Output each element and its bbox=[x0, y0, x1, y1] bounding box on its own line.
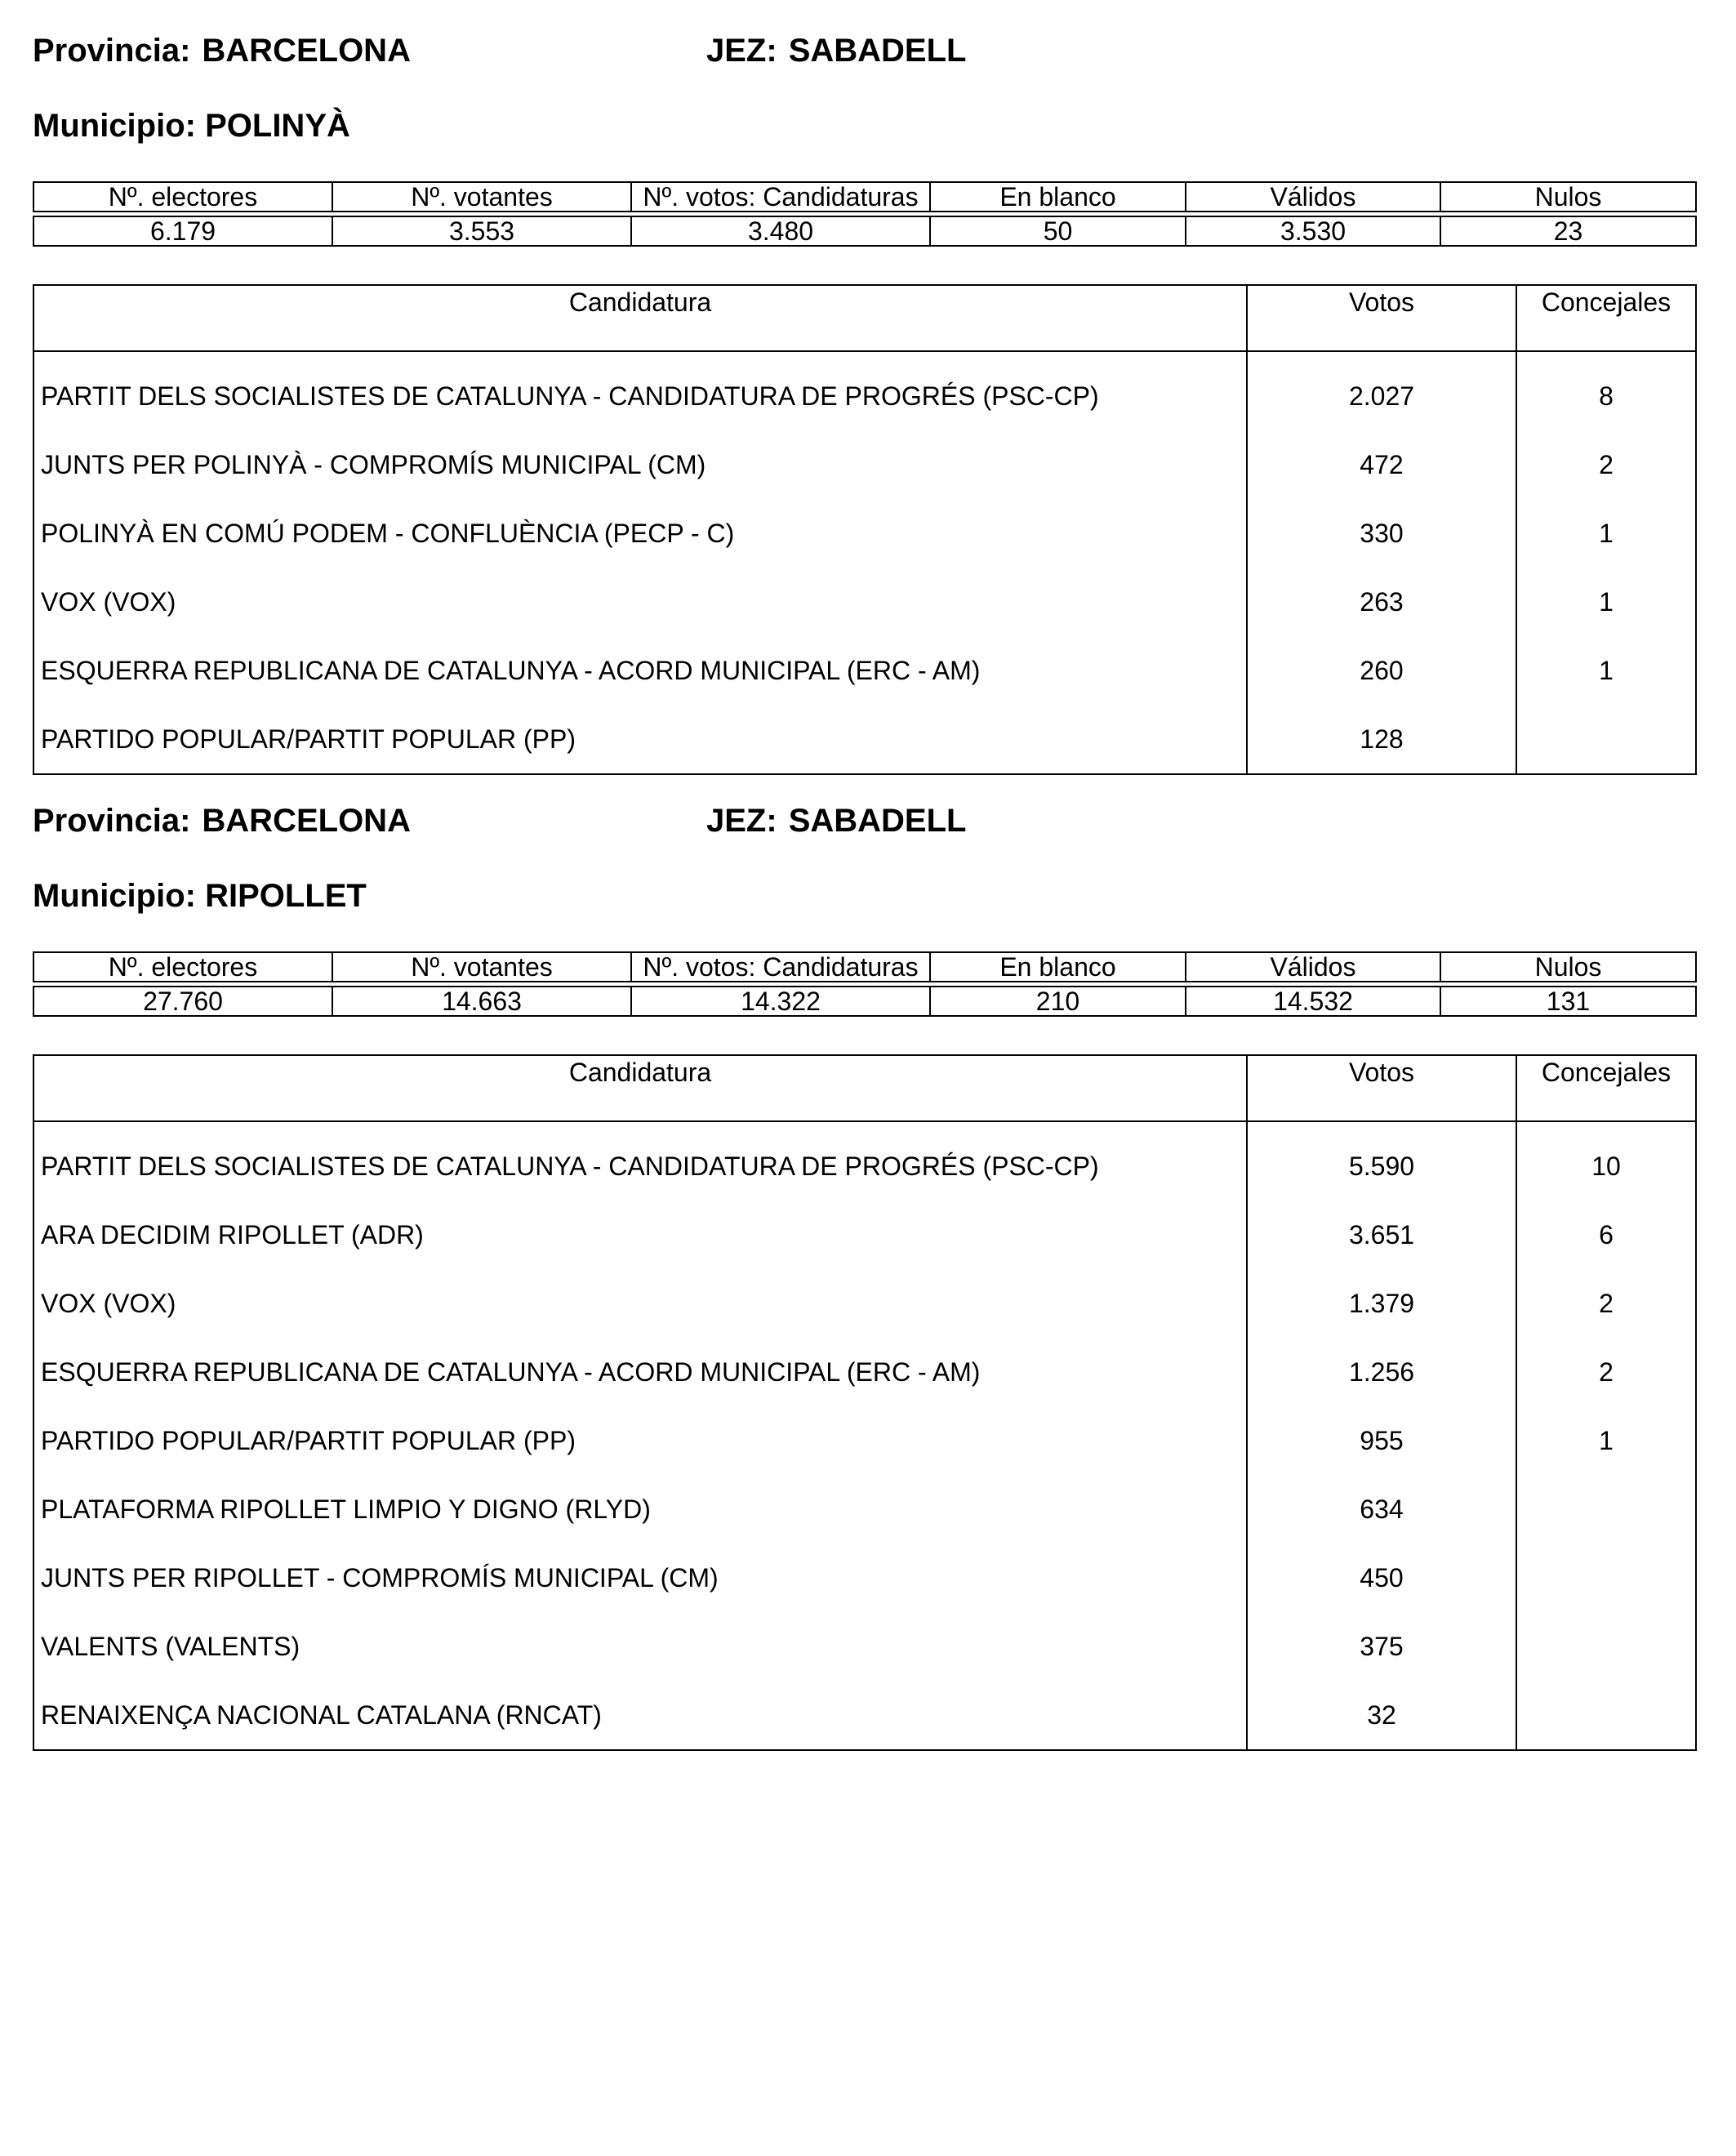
jez-label: JEZ: bbox=[706, 803, 777, 839]
stats-value-cell: 131 bbox=[1440, 987, 1696, 1016]
stats-table bbox=[33, 181, 1697, 247]
table-row bbox=[33, 1338, 1696, 1406]
candidatura-name: ARA DECIDIM RIPOLLET (ADR) bbox=[33, 1200, 1247, 1269]
concejales-value: 1 bbox=[1516, 636, 1696, 705]
stats-value-row bbox=[33, 987, 1696, 1016]
candidates-header-cell: Candidatura bbox=[33, 1055, 1247, 1121]
stats-header-cell: Nº. votantes bbox=[332, 182, 631, 212]
candidatura-name: PLATAFORMA RIPOLLET LIMPIO Y DIGNO (RLYD) bbox=[33, 1475, 1247, 1544]
provincia-value: BARCELONA bbox=[202, 33, 411, 69]
votos-value: 634 bbox=[1247, 1475, 1516, 1544]
candidates-header-cell: Concejales bbox=[1516, 1055, 1696, 1121]
municipality-section bbox=[33, 33, 1695, 775]
stats-header-cell: Válidos bbox=[1186, 182, 1440, 212]
concejales-value bbox=[1516, 1544, 1696, 1612]
stats-header-cell: Nº. electores bbox=[33, 952, 332, 982]
votos-value: 260 bbox=[1247, 636, 1516, 705]
candidatura-name: POLINYÀ EN COMÚ PODEM - CONFLUÈNCIA (PECP - C) bbox=[33, 499, 1247, 568]
votos-value: 472 bbox=[1247, 430, 1516, 499]
votos-value: 375 bbox=[1247, 1612, 1516, 1681]
concejales-value bbox=[1516, 1475, 1696, 1544]
jez bbox=[706, 33, 966, 69]
votos-value: 330 bbox=[1247, 499, 1516, 568]
concejales-value: 10 bbox=[1516, 1121, 1696, 1200]
candidatura-name: VOX (VOX) bbox=[33, 568, 1247, 636]
table-row bbox=[33, 1544, 1696, 1612]
concejales-value: 2 bbox=[1516, 1269, 1696, 1338]
stats-value-cell: 23 bbox=[1440, 216, 1696, 246]
candidatura-name: PARTIDO POPULAR/PARTIT POPULAR (PP) bbox=[33, 705, 1247, 774]
stats-header-cell: Nº. votos: Candidaturas bbox=[631, 952, 930, 982]
table-row bbox=[33, 1475, 1696, 1544]
table-row bbox=[33, 1612, 1696, 1681]
municipio-label: Municipio: bbox=[33, 108, 196, 144]
table-row bbox=[33, 499, 1696, 568]
candidates-header-cell: Votos bbox=[1247, 1055, 1516, 1121]
stats-value-cell: 50 bbox=[930, 216, 1186, 246]
concejales-value: 1 bbox=[1516, 1406, 1696, 1475]
jez bbox=[706, 803, 966, 840]
stats-header-row bbox=[33, 182, 1696, 212]
candidatura-name: JUNTS PER POLINYÀ - COMPROMÍS MUNICIPAL (CM) bbox=[33, 430, 1247, 499]
concejales-value bbox=[1516, 705, 1696, 774]
table-row bbox=[33, 1681, 1696, 1750]
municipio bbox=[33, 878, 1695, 927]
stats-header-cell: En blanco bbox=[930, 182, 1186, 212]
table-row bbox=[33, 351, 1696, 430]
candidatura-name: VALENTS (VALENTS) bbox=[33, 1612, 1247, 1681]
votos-value: 450 bbox=[1247, 1544, 1516, 1612]
votos-value: 3.651 bbox=[1247, 1200, 1516, 1269]
stats-header-cell: Nulos bbox=[1440, 952, 1696, 982]
concejales-value bbox=[1516, 1612, 1696, 1681]
table-row bbox=[33, 430, 1696, 499]
votos-value: 263 bbox=[1247, 568, 1516, 636]
table-row bbox=[33, 705, 1696, 774]
candidates-header-row bbox=[33, 1055, 1696, 1121]
jez-value: SABADELL bbox=[788, 33, 967, 69]
candidatura-name: VOX (VOX) bbox=[33, 1269, 1247, 1338]
candidates-table bbox=[33, 1054, 1697, 1751]
stats-header-cell: Nº. electores bbox=[33, 182, 332, 212]
jez-value: SABADELL bbox=[788, 803, 967, 839]
stats-header-row bbox=[33, 952, 1696, 982]
stats-value-cell: 14.322 bbox=[631, 987, 930, 1016]
stats-header-cell: Nº. votos: Candidaturas bbox=[631, 182, 930, 212]
candidatura-name: PARTIDO POPULAR/PARTIT POPULAR (PP) bbox=[33, 1406, 1247, 1475]
votos-value: 1.379 bbox=[1247, 1269, 1516, 1338]
candidatura-name: ESQUERRA REPUBLICANA DE CATALUNYA - ACORD MUNICIPAL (ERC - AM) bbox=[33, 636, 1247, 705]
stats-table bbox=[33, 951, 1697, 1017]
municipality-section bbox=[33, 803, 1695, 1751]
votos-value: 955 bbox=[1247, 1406, 1516, 1475]
stats-value-row bbox=[33, 216, 1696, 246]
header-line bbox=[33, 803, 1695, 852]
table-row bbox=[33, 636, 1696, 705]
concejales-value: 1 bbox=[1516, 499, 1696, 568]
stats-value-cell: 3.530 bbox=[1186, 216, 1440, 246]
stats-value-cell: 14.663 bbox=[332, 987, 631, 1016]
votos-value: 5.590 bbox=[1247, 1121, 1516, 1200]
provincia bbox=[33, 803, 411, 840]
provincia-label: Provincia: bbox=[33, 803, 191, 839]
municipio bbox=[33, 108, 1695, 157]
stats-header-cell: Nº. votantes bbox=[332, 952, 631, 982]
concejales-value: 6 bbox=[1516, 1200, 1696, 1269]
candidates-header-cell: Concejales bbox=[1516, 285, 1696, 351]
candidatura-name: RENAIXENÇA NACIONAL CATALANA (RNCAT) bbox=[33, 1681, 1247, 1750]
provincia-value: BARCELONA bbox=[202, 803, 411, 839]
stats-header-cell: En blanco bbox=[930, 952, 1186, 982]
stats-value-cell: 27.760 bbox=[33, 987, 332, 1016]
table-row bbox=[33, 1269, 1696, 1338]
candidatura-name: JUNTS PER RIPOLLET - COMPROMÍS MUNICIPAL (CM) bbox=[33, 1544, 1247, 1612]
table-row bbox=[33, 1406, 1696, 1475]
stats-value-cell: 14.532 bbox=[1186, 987, 1440, 1016]
candidates-header-cell: Votos bbox=[1247, 285, 1516, 351]
provincia-label: Provincia: bbox=[33, 33, 191, 69]
candidatura-name: PARTIT DELS SOCIALISTES DE CATALUNYA - CANDIDATURA DE PROGRÉS (PSC-CP) bbox=[33, 351, 1247, 430]
header-line bbox=[33, 33, 1695, 82]
concejales-value: 2 bbox=[1516, 430, 1696, 499]
stats-value-cell: 210 bbox=[930, 987, 1186, 1016]
stats-value-cell: 3.553 bbox=[332, 216, 631, 246]
votos-value: 1.256 bbox=[1247, 1338, 1516, 1406]
votos-value: 32 bbox=[1247, 1681, 1516, 1750]
concejales-value bbox=[1516, 1681, 1696, 1750]
concejales-value: 8 bbox=[1516, 351, 1696, 430]
stats-value-cell: 3.480 bbox=[631, 216, 930, 246]
table-row bbox=[33, 1200, 1696, 1269]
table-row bbox=[33, 568, 1696, 636]
concejales-value: 2 bbox=[1516, 1338, 1696, 1406]
municipio-value: POLINYÀ bbox=[205, 108, 350, 144]
concejales-value: 1 bbox=[1516, 568, 1696, 636]
stats-header-cell: Nulos bbox=[1440, 182, 1696, 212]
table-row bbox=[33, 1121, 1696, 1200]
candidates-header-cell: Candidatura bbox=[33, 285, 1247, 351]
candidatura-name: PARTIT DELS SOCIALISTES DE CATALUNYA - CANDIDATURA DE PROGRÉS (PSC-CP) bbox=[33, 1121, 1247, 1200]
candidates-header-row bbox=[33, 285, 1696, 351]
votos-value: 2.027 bbox=[1247, 351, 1516, 430]
provincia bbox=[33, 33, 411, 69]
candidates-table bbox=[33, 284, 1697, 775]
municipio-label: Municipio: bbox=[33, 878, 196, 914]
municipio-value: RIPOLLET bbox=[205, 878, 367, 914]
candidatura-name: ESQUERRA REPUBLICANA DE CATALUNYA - ACORD MUNICIPAL (ERC - AM) bbox=[33, 1338, 1247, 1406]
stats-header-cell: Válidos bbox=[1186, 952, 1440, 982]
jez-label: JEZ: bbox=[706, 33, 777, 69]
stats-value-cell: 6.179 bbox=[33, 216, 332, 246]
votos-value: 128 bbox=[1247, 705, 1516, 774]
